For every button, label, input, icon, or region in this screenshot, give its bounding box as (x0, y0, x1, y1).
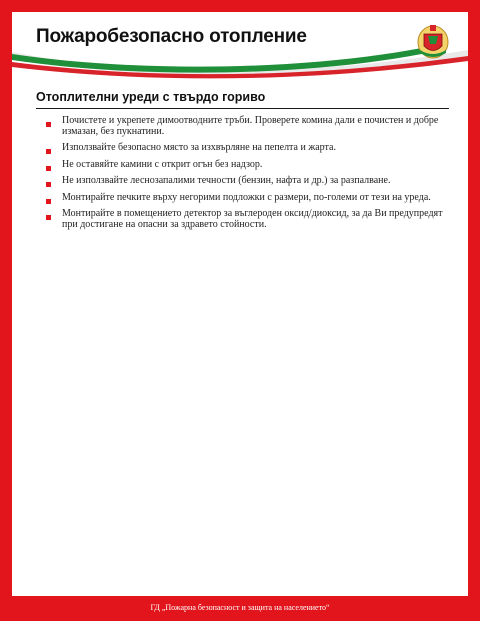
page-title: Пожаробезопасно отопление (36, 26, 307, 47)
coat-of-arms-icon (416, 22, 450, 60)
list-item-text: Почистете и укрепете димоотводните тръби. Проверете комина дали е почистен и добре измазан, без пукнатини. (62, 115, 439, 137)
bullet-square-icon (46, 122, 51, 127)
header-swoosh (12, 42, 468, 82)
list-item (46, 176, 456, 187)
section-divider (36, 108, 449, 109)
bullet-square-icon (46, 182, 51, 187)
list-item (46, 193, 456, 204)
bullet-square-icon (46, 149, 51, 154)
list-item-text: Монтирайте печките върху негорими подложки с размери, по-големи от тези на уреда. (62, 191, 431, 203)
list-item-text: Не оставяйте камини с открит огън без надзор. (62, 158, 263, 170)
bullet-square-icon (46, 215, 51, 220)
list-item-text: Монтирайте в помещението детектор за въглероден оксид/диоксид, за да Ви предупредят при достигане на опасни за здравето стойности. (62, 208, 443, 230)
bullet-square-icon (46, 166, 51, 171)
list-item-text: Използвайте безопасно място за изхвърляне на пепелта и жарта. (62, 142, 336, 153)
list-item (46, 209, 456, 230)
footer-text: ГД „Пожарна безопасност и защита на населението“ (150, 603, 330, 612)
list-item (46, 116, 456, 137)
safety-tips-list (46, 116, 456, 236)
list-item (46, 160, 456, 171)
bullet-square-icon (46, 199, 51, 204)
list-item (46, 143, 456, 154)
page-sheet (12, 12, 468, 596)
list-item-text: Не използвайте леснозапалими течности (бензин, нафта и др.) за разпалване. (62, 175, 391, 186)
section-title: Отоплителни уреди с твърдо гориво (36, 90, 266, 104)
